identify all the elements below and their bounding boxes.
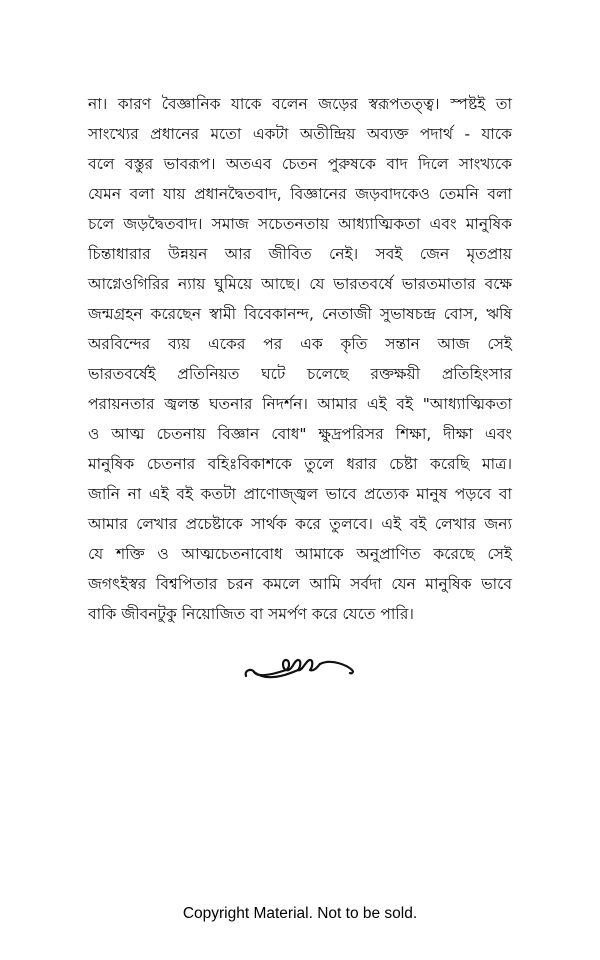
text-line: আগ্নেওগিরির ন্যায় ঘুমিয়ে আছে। যে ভারতবর্ষে ভারতমাতার বক্ষে xyxy=(88,275,512,293)
text-line: চিন্তাধারার উন্নয়ন আর জীবিত নেই। সবই জেন মৃতপ্রায় xyxy=(88,245,512,263)
text-line: না। কারণ বৈজ্ঞানিক যাকে বলেন জড়ের স্বরূপতত্ত্ব। স্পষ্টই তা xyxy=(88,95,512,113)
text-line: জন্মগ্রহন করেছেন স্বামী বিবেকানন্দ, নেতাজী সুভাষচন্দ্র বোস, ঋষি xyxy=(88,305,512,323)
text-line: জানি না এই বই কতটা প্রাণোজ্জ্বল ভাবে প্রত্যেক মানুষ পড়বে বা xyxy=(88,485,512,503)
text-line: যে শক্তি ও আত্মচেতনাবোধ আমাকে অনুপ্রাণিত করেছে সেই xyxy=(88,545,512,563)
swirl-divider-icon xyxy=(240,648,360,688)
text-line: ভারতবর্ষেই প্রতিনিয়ত ঘটে চলেছে রক্তক্ষয়ী প্রতিহিংসার xyxy=(88,365,512,383)
text-line: আমার লেখার প্রচেষ্টাকে সার্থক করে তুলবে। এই বই লেখার জন্য xyxy=(88,515,512,533)
text-line: ও আত্ম চেতনায় বিজ্ঞান বোধ" ক্ষুদ্রপরিসর শিক্ষা, দীক্ষা এবং xyxy=(88,425,512,443)
text-line: বলে বস্তুর ভাবরূপ। অতএব চেতন পুরুষকে বাদ দিলে সাংখ্যকে xyxy=(88,155,512,173)
text-line: পরায়নতার জ্বলন্ত ঘতনার নিদর্শন। আমার এই বই "আধ্যাত্মিকতা xyxy=(88,395,512,413)
body-paragraph xyxy=(88,89,512,629)
text-line: অরবিন্দের ব্যয় একের পর এক কৃতি সন্তান আজ সেই xyxy=(88,335,512,353)
copyright-notice: Copyright Material. Not to be sold. xyxy=(182,905,418,922)
text-line: বাকি জীবনটুকু নিয়োজিত বা সমর্পণ করে যেতে পারি। xyxy=(88,605,414,623)
text-line: সাংখ্যের প্রধানের মতো একটা অতীন্দ্রিয় অব্যক্ত পদার্থ - যাকে xyxy=(88,125,512,143)
text-line: চলে জড়দ্বৈতবাদ। সমাজ সচেতনতায় আধ্যাত্মিকতা এবং মানুষিক xyxy=(88,215,512,233)
text-line: জগৎইস্বর বিশ্বপিতার চরন কমলে আমি সর্বদা যেন মানুষিক ভাবে xyxy=(88,575,512,593)
text-line: মানুষিক চেতনার বহিঃবিকাশকে তুলে ধরার চেষ্টা করেছি মাত্র। xyxy=(88,455,512,473)
text-line: যেমন বলা যায় প্রধানদ্বৈতবাদ, বিজ্ঞানের জড়বাদকেও তেমনি বলা xyxy=(88,185,512,203)
